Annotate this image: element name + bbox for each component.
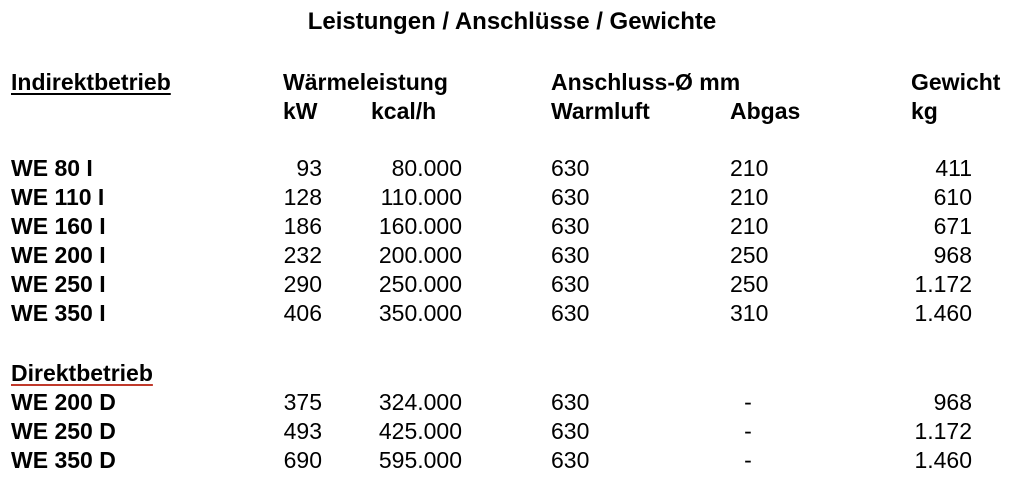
kw-value: 493 — [283, 418, 322, 444]
abgas-value: 310 — [730, 300, 769, 326]
abgas-value: 210 — [730, 213, 769, 239]
model-name: WE 250 D — [11, 418, 116, 444]
model-name — [11, 389, 116, 416]
weight-value: 671 — [933, 213, 972, 239]
kcal-value: 110.000 — [380, 184, 462, 210]
model-name: WE 110 I — [11, 184, 105, 210]
kw-value: 375 — [283, 389, 322, 415]
table-row — [0, 300, 1024, 328]
kcal-value: 324.000 — [378, 389, 462, 415]
warmluft-value: 630 — [551, 155, 590, 181]
warmluft-value: 630 — [551, 184, 590, 210]
header-anschluss: Anschluss-Ø mm — [551, 69, 741, 95]
kcal-value: 80.000 — [391, 155, 462, 181]
abgas-value: 250 — [730, 242, 769, 268]
header-kg: kg — [911, 98, 938, 124]
warmluft-value: 630 — [551, 300, 590, 326]
header-warmluft: Warmluft — [551, 98, 650, 124]
page-title: Leistungen / Anschlüsse / Gewichte — [307, 8, 717, 35]
model-name: WE 350 D — [11, 447, 116, 473]
weight-value: 610 — [933, 184, 972, 210]
kcal-value: 250.000 — [378, 271, 462, 297]
abgas-value: 210 — [730, 155, 769, 181]
kcal-value: 425.000 — [378, 418, 462, 444]
kcal-value: 160.000 — [378, 213, 462, 239]
weight-value: 968 — [933, 242, 972, 268]
kw-value: 128 — [283, 184, 322, 210]
model-name: WE 160 I — [11, 213, 106, 239]
model-name: WE 350 I — [11, 300, 106, 326]
warmluft-value: 630 — [551, 242, 590, 268]
kw-value: 232 — [283, 242, 322, 268]
section-heading-direct: Direktbetrieb — [11, 360, 153, 386]
table-row — [0, 271, 1024, 299]
weight-value: 1.172 — [914, 418, 972, 444]
abgas-value: 250 — [730, 271, 769, 297]
kw-value: 186 — [283, 213, 322, 239]
warmluft-value: 630 — [551, 389, 590, 415]
table-row — [0, 184, 1024, 212]
table-row — [0, 418, 1024, 446]
model-name: WE 250 I — [11, 271, 106, 297]
abgas-value: 210 — [730, 184, 769, 210]
header-waermeleistung: Wärmeleistung — [283, 69, 448, 95]
warmluft-value: 630 — [551, 213, 590, 239]
kw-value: 93 — [296, 155, 322, 181]
kcal-value: 595.000 — [378, 447, 462, 473]
warmluft-value: 630 — [551, 418, 590, 444]
abgas-value: - — [744, 447, 752, 473]
weight-value: 1.172 — [914, 271, 972, 297]
table-row — [0, 242, 1024, 270]
model-name: WE 200 I — [11, 242, 106, 268]
kw-value: 690 — [283, 447, 322, 473]
model-name-text: WE 200 D — [11, 389, 116, 415]
table-row — [0, 213, 1024, 241]
weight-value: 411 — [935, 155, 972, 181]
abgas-value: - — [744, 418, 752, 444]
kw-value: 406 — [283, 300, 322, 326]
table-row — [0, 389, 1024, 417]
warmluft-value: 630 — [551, 447, 590, 473]
warmluft-value: 630 — [551, 271, 590, 297]
table-row — [0, 447, 1024, 475]
kcal-value: 350.000 — [378, 300, 462, 326]
kcal-value: 200.000 — [378, 242, 462, 268]
table-row — [0, 155, 1024, 183]
abgas-value: - — [744, 389, 752, 415]
header-gewicht: Gewicht — [911, 69, 1001, 95]
header-abgas: Abgas — [730, 98, 801, 124]
section-heading-indirect: Indirektbetrieb — [11, 69, 171, 95]
kw-value: 290 — [283, 271, 322, 297]
model-name: WE 80 I — [11, 155, 93, 181]
weight-value: 968 — [933, 389, 972, 415]
header-kcal: kcal/h — [371, 98, 437, 124]
weight-value: 1.460 — [914, 300, 972, 326]
header-kw: kW — [283, 98, 318, 124]
weight-value: 1.460 — [914, 447, 972, 473]
